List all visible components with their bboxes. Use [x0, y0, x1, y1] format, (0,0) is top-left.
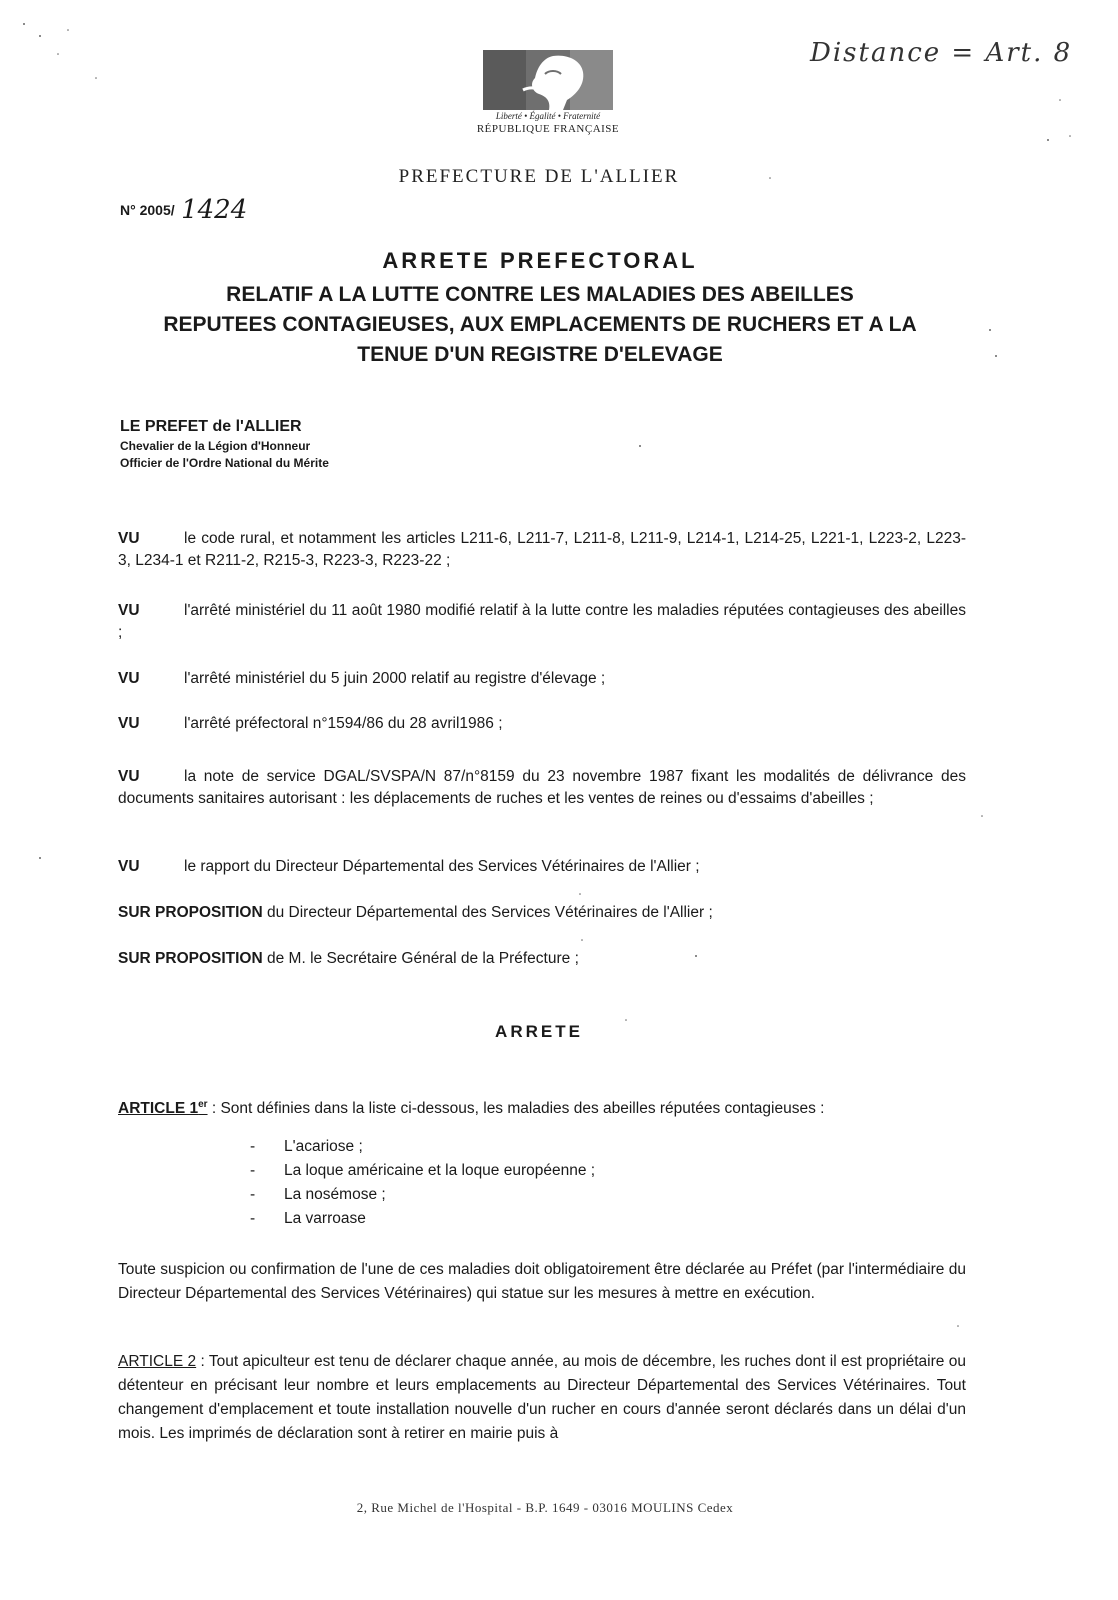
republique-francaise-text: RÉPUBLIQUE FRANÇAISE	[476, 123, 620, 135]
list-item: - La nosémose ;	[250, 1186, 386, 1203]
visa-text: l'arrêté préfectoral n°1594/86 du 28 avril1986 ;	[184, 715, 503, 732]
document-title	[130, 248, 950, 370]
prefet-distinction: Officier de l'Ordre National du Mérite	[120, 456, 329, 470]
list-item: - La loque américaine et la loque européenne ;	[250, 1162, 596, 1179]
proposition-keyword: SUR PROPOSITION	[118, 904, 263, 921]
republic-logo	[458, 50, 638, 150]
motto-text: Liberté • Égalité • Fraternité	[495, 111, 601, 121]
proposition-text: du Directeur Départemental des Services Vétérinaires de l'Allier ;	[267, 904, 713, 921]
list-item: - La varroase	[250, 1210, 366, 1227]
prefecture-name: PREFECTURE DE L'ALLIER	[398, 166, 680, 187]
title-line: TENUE D'UN REGISTRE D'ELEVAGE	[357, 343, 723, 366]
visa-text: l'arrêté ministériel du 11 août 1980 modifié relatif à la lutte contre les maladies réputées contagieuses des abeilles ;	[118, 602, 966, 641]
article-1-keyword: ARTICLE 1er	[118, 1099, 208, 1118]
title-line: REPUTEES CONTAGIEUSES, AUX EMPLACEMENTS DE RUCHERS ET A LA	[163, 313, 917, 336]
proposition-item	[118, 902, 966, 924]
footer-address: 2, Rue Michel de l'Hospital - B.P. 1649 - 03016 MOULINS Cedex	[356, 1500, 734, 1515]
handwritten-note: Distance = Art. 8	[810, 38, 1073, 68]
visa-item	[118, 766, 966, 810]
visa-item	[118, 600, 966, 644]
visa-keyword: VU	[118, 602, 140, 619]
visa-item	[118, 856, 966, 878]
proposition-keyword: SUR PROPOSITION	[118, 950, 263, 967]
visa-keyword: VU	[118, 670, 140, 687]
number-handwritten: 1424	[181, 195, 248, 225]
proposition-text: de M. le Secrétaire Général de la Préfecture ;	[267, 950, 579, 967]
visa-text: le code rural, et notamment les articles L211-6, L211-7, L211-8, L211-9, L214-1, L214-25, L221-1, L223-2, L223-3, L234-1 et R211-2, R215-3, R223-3, R223-22 ;	[118, 530, 966, 569]
visa-item	[118, 713, 966, 735]
prefet-distinction: Chevalier de la Légion d'Honneur	[120, 439, 311, 453]
declaration-paragraph: Toute suspicion ou confirmation de l'une de ces maladies doit obligatoirement être déclarée au Préfet (par l'intermédiaire du Directeur Départemental des Services Vétérinaires) qui statue sur les mesures à mettre en exécution.	[118, 1261, 966, 1302]
visa-keyword: VU	[118, 715, 140, 732]
list-item: - L'acariose ;	[250, 1138, 363, 1155]
marianne-emblem	[483, 50, 613, 110]
title-line: RELATIF A LA LUTTE CONTRE LES MALADIES DES ABEILLES	[226, 283, 854, 306]
number-label: N° 2005/	[120, 202, 175, 218]
visa-text: le rapport du Directeur Départemental des Services Vétérinaires de l'Allier ;	[184, 858, 700, 875]
visa-item	[118, 668, 966, 690]
visa-item	[118, 528, 966, 572]
article-1-intro	[118, 1094, 966, 1120]
visa-keyword: VU	[118, 858, 140, 875]
article-2-paragraph	[118, 1350, 966, 1446]
visa-keyword: VU	[118, 530, 140, 547]
article-2-keyword: ARTICLE 2	[118, 1353, 197, 1370]
arrete-heading: ARRETE	[495, 1022, 583, 1041]
prefet-block	[120, 418, 720, 472]
visa-keyword: VU	[118, 768, 140, 785]
prefet-title: LE PREFET de l'ALLIER	[120, 418, 302, 435]
title-main: ARRETE PREFECTORAL	[382, 248, 698, 273]
arrete-number	[120, 195, 247, 231]
proposition-item	[118, 948, 966, 970]
article-1-text: : Sont définies dans la liste ci-dessous, les maladies des abeilles réputées contagieuses :	[207, 1100, 825, 1118]
article-2-text: : Tout apiculteur est tenu de déclarer chaque année, au mois de décembre, les ruches dont il est propriétaire ou détenteur en précisant leur nombre et leurs emplacements au Directeur Départemental des Services Vétérinaires. Tout changement d'emplacement et toute installation nouvelle d'un rucher en cours d'année seront déclarés dans un délai d'un mois. Les imprimés de déclaration sont à retirer en mairie puis à	[118, 1353, 966, 1442]
visa-text: la note de service DGAL/SVSPA/N 87/n°8159 du 23 novembre 1987 fixant les modalités de délivrance des documents sanitaires autorisant : les déplacements de ruches et les ventes de reines ou d'essaims d'abeilles ;	[118, 768, 966, 807]
visa-text: l'arrêté ministériel du 5 juin 2000 relatif au registre d'élevage ;	[184, 670, 606, 687]
